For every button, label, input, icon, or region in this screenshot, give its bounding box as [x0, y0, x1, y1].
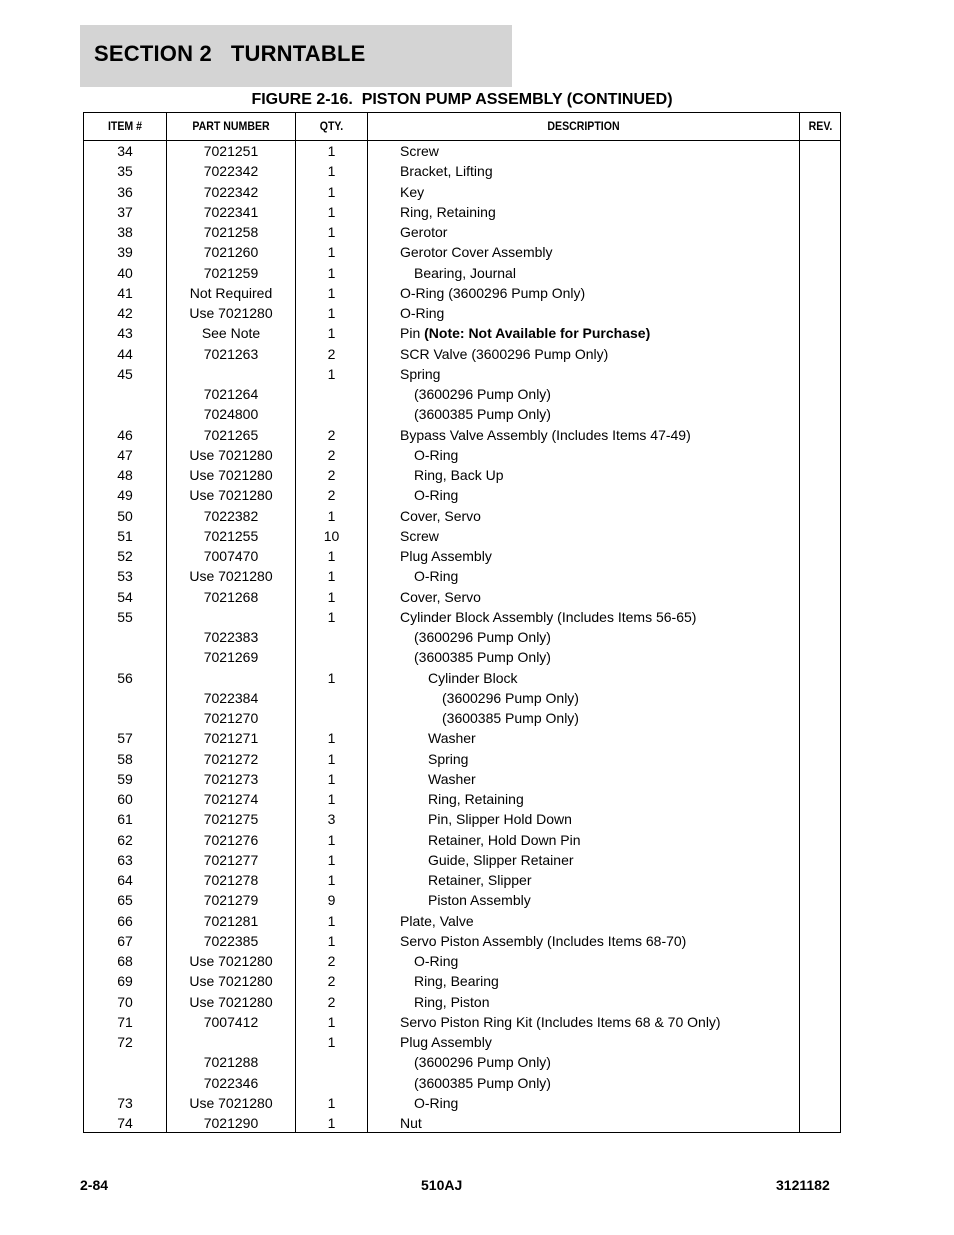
description	[442, 688, 579, 708]
quantity: 1	[327, 588, 336, 605]
item-number: 49	[117, 487, 133, 504]
part-number: 7021269	[203, 649, 259, 666]
description	[400, 607, 696, 627]
description-text: Ring, Piston	[414, 993, 490, 1010]
description	[400, 587, 481, 607]
table-row	[84, 627, 840, 647]
table-row	[84, 647, 840, 667]
description-note: (Note: Not Available for Purchase)	[424, 325, 651, 342]
section-title: SECTION 2 TURNTABLE	[94, 41, 366, 66]
description-text: Gerotor	[400, 224, 448, 240]
quantity: 2	[327, 487, 336, 504]
description-text: O-Ring	[414, 446, 459, 463]
part-number: 7021270	[203, 710, 259, 726]
description-text: (3600385 Pump Only)	[414, 649, 551, 666]
description	[400, 141, 439, 161]
description	[414, 566, 458, 586]
description	[400, 344, 608, 364]
part-number: Use 7021280	[189, 467, 273, 483]
description-text: Servo Piston Ring Kit (Includes Items 68 & 70 Only)	[400, 1013, 721, 1030]
item-number: 62	[117, 831, 133, 848]
description-text: Ring, Retaining	[428, 791, 524, 807]
item-number: 57	[117, 730, 133, 747]
description	[414, 465, 503, 485]
description	[400, 911, 474, 931]
description-text: Plate, Valve	[400, 912, 474, 929]
quantity: 2	[327, 467, 336, 483]
part-number: 7022346	[203, 1074, 259, 1091]
item-number: 34	[117, 143, 133, 159]
part-number: 7022385	[203, 932, 259, 949]
description-text: Piston Assembly	[428, 892, 531, 909]
item-number: 67	[117, 932, 133, 949]
description-text: Gerotor Cover Assembly	[400, 244, 553, 261]
page-number: 2-84	[80, 1177, 109, 1193]
quantity: 2	[327, 446, 336, 463]
part-number: 7021275	[203, 811, 259, 828]
description	[400, 425, 691, 445]
description	[400, 1032, 492, 1052]
table-row	[84, 526, 840, 546]
description-text: Cover, Servo	[400, 588, 481, 605]
item-number: 74	[117, 1115, 133, 1131]
table-row	[84, 425, 840, 445]
header-item: ITEM #	[107, 119, 143, 133]
part-number: 7021255	[203, 527, 259, 544]
description	[400, 182, 424, 202]
table-row	[84, 303, 840, 323]
quantity: 2	[327, 953, 336, 969]
item-number: 58	[117, 750, 133, 767]
description-text: Cylinder Block Assembly (Includes Items 56-65)	[400, 608, 697, 625]
header-qty: QTY.	[319, 119, 344, 133]
description-text: Spring	[400, 365, 441, 382]
item-number: 59	[117, 770, 133, 787]
item-number: 71	[117, 1013, 133, 1030]
table-row	[84, 465, 840, 485]
description	[400, 526, 439, 546]
part-number: 7021268	[203, 588, 259, 605]
part-number: 7007412	[203, 1013, 259, 1030]
table-row	[84, 1113, 840, 1133]
description	[414, 1073, 551, 1093]
part-number: 7022341	[203, 203, 259, 220]
part-number: Use 7021280	[189, 446, 273, 463]
description-text: SCR Valve (3600296 Pump Only)	[400, 345, 609, 362]
table-row	[84, 1032, 840, 1052]
description	[414, 627, 551, 647]
item-number: 72	[117, 1034, 133, 1050]
description-text: (3600296 Pump Only)	[414, 1054, 551, 1071]
quantity: 1	[327, 203, 336, 220]
item-number: 70	[117, 993, 133, 1010]
description-text: Bracket, Lifting	[400, 163, 493, 180]
description	[414, 263, 516, 283]
table-row	[84, 404, 840, 424]
description-text: O-Ring (3600296 Pump Only)	[400, 284, 586, 301]
item-number: 55	[117, 608, 133, 625]
item-number: 63	[117, 851, 133, 868]
description-text: Guide, Slipper Retainer	[428, 851, 574, 868]
quantity: 2	[327, 993, 336, 1010]
model-number: 510AJ	[421, 1177, 463, 1193]
description	[400, 161, 493, 181]
table-row	[84, 809, 840, 829]
part-number: 7021288	[203, 1054, 259, 1071]
description	[428, 769, 476, 789]
part-number: Not Required	[189, 284, 273, 301]
description-text: Washer	[428, 770, 476, 787]
table-row	[84, 870, 840, 890]
table-row	[84, 587, 840, 607]
header-rev: REV.	[808, 119, 833, 133]
table-row	[84, 1052, 840, 1072]
part-number: 7021251	[203, 143, 259, 159]
table-row	[84, 668, 840, 688]
part-number: 7021278	[203, 872, 259, 888]
item-number: 51	[117, 527, 133, 544]
description	[414, 404, 551, 424]
description-text: Ring, Retaining	[400, 203, 496, 220]
description-text: (3600385 Pump Only)	[442, 710, 579, 726]
item-number: 66	[117, 912, 133, 929]
item-number: 47	[117, 446, 133, 463]
table-row	[84, 485, 840, 505]
description	[442, 708, 579, 728]
item-number: 40	[117, 264, 133, 281]
part-number: 7021264	[203, 386, 259, 402]
description	[400, 506, 481, 526]
quantity: 1	[327, 244, 336, 261]
quantity: 1	[327, 1034, 336, 1050]
parts-table	[83, 112, 841, 1133]
table-row	[84, 566, 840, 586]
description-text: Plug Assembly	[400, 1034, 492, 1050]
item-number: 43	[117, 325, 133, 342]
description	[428, 870, 532, 890]
header-part-number: PART NUMBER	[192, 119, 270, 133]
table-row	[84, 1093, 840, 1113]
description-text: Bearing, Journal	[414, 264, 516, 281]
table-row	[84, 830, 840, 850]
item-number: 46	[117, 426, 133, 443]
item-number: 53	[117, 568, 133, 585]
description	[428, 728, 476, 748]
quantity: 1	[327, 224, 336, 240]
quantity: 1	[327, 264, 336, 281]
table-row	[84, 1073, 840, 1093]
part-number: 7021258	[203, 224, 259, 240]
quantity: 1	[327, 608, 336, 625]
part-number: 7024800	[203, 406, 259, 423]
part-number: See Note	[201, 325, 261, 342]
table-row	[84, 242, 840, 262]
description-text: Cylinder Block	[428, 669, 518, 686]
table-row	[84, 850, 840, 870]
description-text: Washer	[428, 730, 476, 747]
description	[428, 668, 517, 688]
table-row	[84, 222, 840, 242]
table-row	[84, 911, 840, 931]
description	[414, 445, 458, 465]
item-number: 68	[117, 953, 133, 969]
description-text: O-Ring	[414, 487, 459, 504]
description	[400, 1012, 721, 1032]
quantity: 1	[327, 305, 336, 321]
quantity: 1	[327, 791, 336, 807]
table-row	[84, 1012, 840, 1032]
header-description: DESCRIPTION	[547, 119, 620, 133]
item-number: 50	[117, 507, 133, 524]
quantity: 1	[327, 1094, 336, 1111]
section-header	[80, 25, 512, 87]
description-text: Pin	[400, 325, 425, 342]
item-number: 60	[117, 791, 133, 807]
quantity: 1	[327, 932, 336, 949]
item-number: 69	[117, 973, 133, 990]
item-number: 73	[117, 1094, 133, 1111]
quantity: 1	[327, 507, 336, 524]
table-row	[84, 728, 840, 748]
quantity: 1	[327, 325, 336, 342]
part-number: Use 7021280	[189, 305, 273, 321]
item-number: 64	[117, 872, 133, 888]
table-row	[84, 263, 840, 283]
table-row	[84, 323, 840, 343]
description-text: Bypass Valve Assembly (Includes Items 47-49)	[400, 426, 691, 443]
part-number: 7021260	[203, 244, 259, 261]
description	[414, 1093, 458, 1113]
description	[400, 303, 444, 323]
description	[400, 1113, 422, 1133]
quantity: 1	[327, 568, 336, 585]
table-row	[84, 931, 840, 951]
table-row	[84, 364, 840, 384]
table-row	[84, 992, 840, 1012]
description-text: Retainer, Hold Down Pin	[428, 831, 581, 848]
quantity: 1	[327, 750, 336, 767]
table-row	[84, 202, 840, 222]
description	[400, 364, 440, 384]
table-row	[84, 546, 840, 566]
part-number: Use 7021280	[189, 487, 273, 504]
part-number: 7021265	[203, 426, 259, 443]
quantity: 9	[327, 892, 336, 909]
table-row	[84, 971, 840, 991]
quantity: 1	[327, 872, 336, 888]
item-number: 42	[117, 305, 133, 321]
item-number: 35	[117, 163, 133, 180]
description	[428, 809, 572, 829]
item-number: 52	[117, 548, 133, 564]
part-number: 7021274	[203, 791, 259, 807]
quantity: 1	[327, 548, 336, 564]
description-text: (3600296 Pump Only)	[442, 689, 579, 706]
description-text: Ring, Bearing	[414, 973, 499, 990]
description	[400, 546, 492, 566]
figure-title: FIGURE 2-16. PISTON PUMP ASSEMBLY (CONTINUED)	[251, 91, 673, 108]
description	[428, 850, 574, 870]
quantity: 1	[327, 143, 336, 159]
part-number: 7022342	[203, 183, 259, 200]
part-number: Use 7021280	[189, 953, 273, 969]
table-row	[84, 161, 840, 181]
quantity: 1	[327, 770, 336, 787]
quantity: 1	[327, 163, 336, 180]
part-number: Use 7021280	[189, 568, 273, 585]
description-text: Nut	[400, 1115, 422, 1131]
part-number: Use 7021280	[189, 993, 273, 1010]
description-text: O-Ring	[400, 305, 445, 321]
description-text: Ring, Back Up	[414, 467, 504, 483]
description-text: Pin, Slipper Hold Down	[428, 811, 572, 828]
description-text: Screw	[400, 527, 439, 544]
description	[414, 992, 489, 1012]
table-row	[84, 283, 840, 303]
description-text: O-Ring	[414, 953, 459, 969]
table-row	[84, 384, 840, 404]
table-row	[84, 506, 840, 526]
part-number: 7022384	[203, 689, 259, 706]
description	[400, 323, 650, 343]
table-row	[84, 182, 840, 202]
part-number: 7021281	[203, 912, 259, 929]
description-text: (3600296 Pump Only)	[414, 629, 551, 645]
part-number: 7021273	[203, 770, 259, 787]
item-number: 36	[117, 183, 133, 200]
item-number: 38	[117, 224, 133, 240]
part-number: 7022382	[203, 507, 259, 524]
description	[400, 222, 447, 242]
description	[414, 647, 551, 667]
quantity: 1	[327, 669, 336, 686]
description	[400, 931, 686, 951]
table-row	[84, 890, 840, 910]
part-number: Use 7021280	[189, 973, 273, 990]
description-text: (3600385 Pump Only)	[414, 1074, 551, 1091]
table-row	[84, 951, 840, 971]
quantity: 2	[327, 426, 336, 443]
part-number: 7022342	[203, 163, 259, 180]
description	[400, 242, 553, 262]
quantity: 1	[327, 730, 336, 747]
description	[428, 749, 468, 769]
description-text: O-Ring	[414, 568, 459, 585]
table-row	[84, 344, 840, 364]
quantity: 1	[327, 831, 336, 848]
description-text: Screw	[400, 143, 439, 159]
quantity: 2	[327, 345, 336, 362]
description-text: Spring	[428, 750, 469, 767]
document-number: 3121182	[776, 1177, 830, 1193]
description-text: Servo Piston Assembly (Includes Items 68-70)	[400, 932, 687, 949]
quantity: 1	[327, 851, 336, 868]
table-row	[84, 141, 840, 161]
part-number: 7021276	[203, 831, 259, 848]
quantity: 1	[327, 284, 336, 301]
description	[428, 789, 524, 809]
quantity: 1	[327, 912, 336, 929]
table-row	[84, 445, 840, 465]
description	[428, 830, 581, 850]
description	[414, 384, 551, 404]
part-number: 7021263	[203, 345, 259, 362]
part-number: 7021290	[203, 1115, 259, 1131]
part-number: 7007470	[203, 548, 259, 564]
item-number: 45	[117, 365, 133, 382]
part-number: 7022383	[203, 629, 259, 645]
quantity: 1	[327, 1013, 336, 1030]
table-row	[84, 708, 840, 728]
item-number: 39	[117, 244, 133, 261]
description-text: Cover, Servo	[400, 507, 481, 524]
description	[400, 202, 496, 222]
item-number: 37	[117, 203, 133, 220]
description	[428, 890, 531, 910]
quantity: 1	[327, 365, 336, 382]
item-number: 48	[117, 467, 133, 483]
part-number: 7021277	[203, 851, 259, 868]
item-number: 56	[117, 669, 133, 686]
quantity: 1	[327, 1115, 336, 1131]
item-number: 41	[117, 284, 133, 301]
part-number: 7021279	[203, 892, 259, 909]
table-row	[84, 769, 840, 789]
description	[400, 283, 585, 303]
quantity: 3	[327, 811, 336, 828]
description-text: Retainer, Slipper	[428, 872, 532, 888]
part-number: Use 7021280	[189, 1094, 273, 1111]
description-text: Plug Assembly	[400, 548, 492, 564]
part-number: 7021271	[203, 730, 259, 747]
quantity: 2	[327, 973, 336, 990]
table-row	[84, 688, 840, 708]
description-text: Key	[400, 183, 425, 200]
table-row	[84, 749, 840, 769]
description	[414, 971, 499, 991]
description-text: (3600296 Pump Only)	[414, 386, 551, 402]
description	[414, 1052, 551, 1072]
part-number: 7021259	[203, 264, 259, 281]
table-body	[84, 141, 840, 1133]
item-number: 61	[117, 811, 133, 828]
part-number: 7021272	[203, 750, 259, 767]
description	[414, 951, 458, 971]
description-text: O-Ring	[414, 1094, 459, 1111]
description-text: (3600385 Pump Only)	[414, 406, 551, 423]
item-number: 44	[117, 345, 133, 362]
item-number: 54	[117, 588, 133, 605]
quantity: 1	[327, 183, 336, 200]
quantity: 10	[323, 527, 340, 544]
item-number: 65	[117, 892, 133, 909]
table-row	[84, 607, 840, 627]
table-row	[84, 789, 840, 809]
description	[414, 485, 458, 505]
